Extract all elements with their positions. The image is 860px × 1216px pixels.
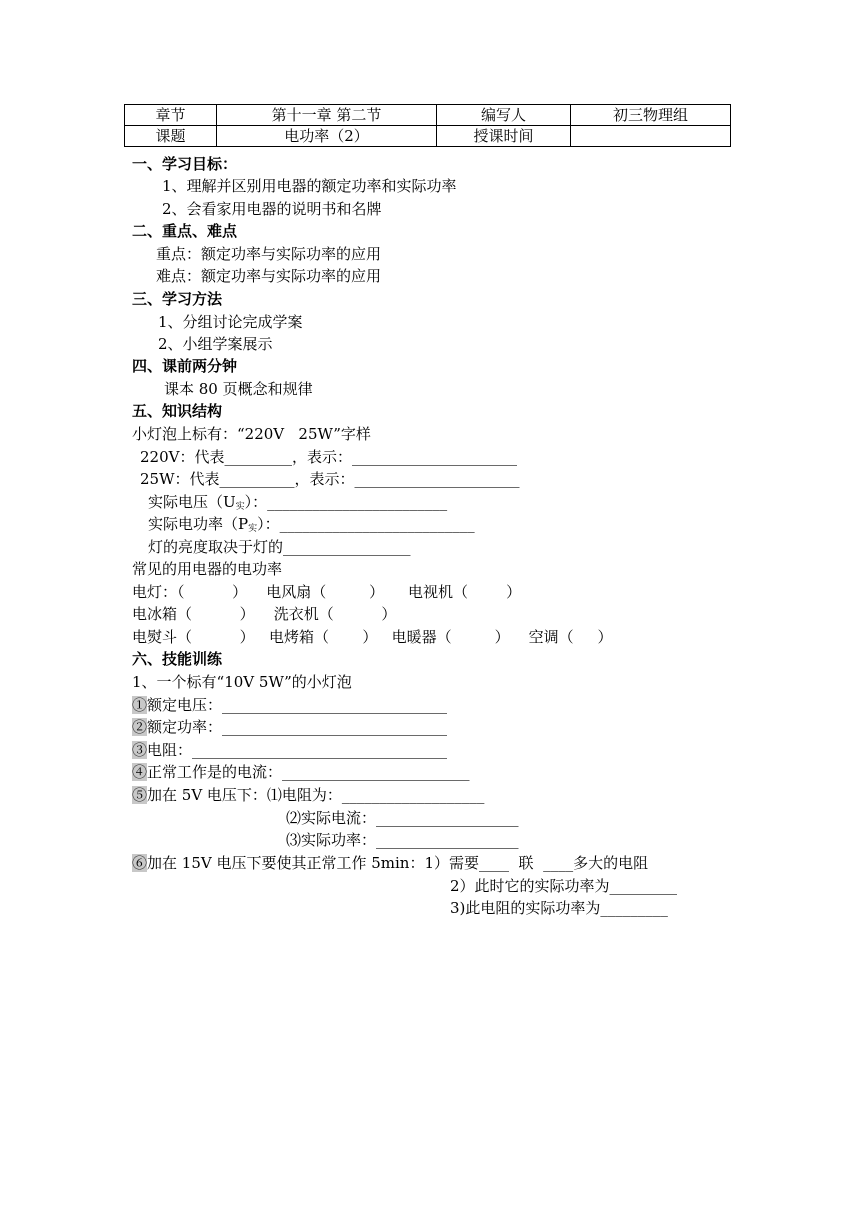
objective-item: 1、理解并区别用电器的额定功率和实际功率 (162, 177, 457, 195)
exercise-line (132, 852, 648, 874)
author-value: 初三物理组 (571, 105, 731, 126)
objective-item: 2、会看家用电器的说明书和名牌 (162, 200, 382, 218)
header-row (125, 126, 731, 147)
actual-power-label: 实际电功率（P (148, 515, 249, 533)
item-marker: ③ (132, 741, 148, 759)
chapter-value: 第十一章 第二节 (217, 105, 437, 126)
exercise-intro: 1、一个标有“10V 5W”的小灯泡 (132, 673, 352, 691)
chapter-label: 章节 (125, 105, 217, 126)
method-item: 2、小组学案展示 (158, 335, 273, 353)
item-marker: ⑤ (132, 786, 148, 804)
exercise-line (132, 739, 447, 761)
item-marker: ② (132, 718, 148, 736)
bulb-rating-text: 小灯泡上标有：“220V 25W”字样 (132, 425, 371, 443)
header-table (124, 104, 731, 147)
pre-class-item: 课本 80 页概念和规律 (164, 380, 313, 398)
actual-voltage-line (148, 491, 447, 513)
exercise-text: 额定电压：______________________________ (147, 696, 448, 714)
subscript: 实 (235, 502, 245, 512)
exercise-text: 加在 15V 电压下要使其正常工作 5min：1）需要____ 联 ____多大的电阻 (147, 854, 649, 872)
appliance-row: 电冰箱（ ） 洗衣机（ ） (132, 605, 397, 623)
actual-power-line (148, 513, 475, 535)
exercise-subline: ⑵实际电流：___________________ (286, 809, 519, 827)
exercise-subline: 3)此电阻的实际功率为_________ (450, 899, 668, 917)
appliance-row: 电熨斗（ ） 电烤箱（ ） 电暖器（ ） 空调（ ） (132, 628, 613, 646)
exercise-line (132, 761, 470, 783)
actual-voltage-label: 实际电压（U (148, 493, 236, 511)
author-label: 编写人 (437, 105, 571, 126)
difficult-point: 难点：额定功率与实际功率的应用 (156, 267, 382, 285)
exercise-line (132, 784, 484, 806)
topic-value: 电功率（2） (217, 126, 437, 147)
actual-voltage-blank: ）：________________________ (244, 493, 448, 511)
item-marker: ① (132, 696, 148, 714)
exercise-text: 加在 5V 电压下：⑴电阻为：___________________ (147, 786, 485, 804)
appliance-row: 电灯：（ ） 电风扇（ ） 电视机（ ） (132, 583, 522, 601)
class-time-value (571, 126, 731, 147)
section-heading: 三、学习方法 (132, 290, 223, 308)
subscript: 实 (248, 524, 258, 534)
section-heading: 五、知识结构 (132, 402, 223, 420)
exercise-line (132, 694, 447, 716)
exercise-text: 正常工作是的电流：_________________________ (147, 763, 470, 781)
exercise-text: 电阻：__________________________________ (147, 741, 448, 759)
power-meaning-line: 25W：代表__________，表示：______________________ (140, 470, 520, 488)
actual-power-blank: ）：__________________________ (257, 515, 475, 533)
section-heading: 四、课前两分钟 (132, 357, 238, 375)
section-heading: 一、学习目标： (132, 155, 238, 173)
brightness-line: 灯的亮度取决于灯的_________________ (148, 538, 411, 556)
voltage-meaning-line: 220V：代表_________，表示：______________________ (140, 448, 517, 466)
exercise-text: 额定功率：______________________________ (147, 718, 448, 736)
exercise-subline: 2）此时它的实际功率为_________ (450, 877, 678, 895)
item-marker: ④ (132, 763, 148, 781)
key-point: 重点：额定功率与实际功率的应用 (156, 245, 382, 263)
exercise-subline: ⑶实际功率：___________________ (286, 831, 519, 849)
class-time-label: 授课时间 (437, 126, 571, 147)
section-heading: 二、重点、难点 (132, 222, 238, 240)
exercise-line (132, 716, 447, 738)
method-item: 1、分组讨论完成学案 (158, 313, 303, 331)
header-row (125, 105, 731, 126)
topic-label: 课题 (125, 126, 217, 147)
item-marker: ⑥ (132, 854, 148, 872)
appliance-power-heading: 常见的用电器的电功率 (132, 560, 283, 578)
section-heading: 六、技能训练 (132, 650, 223, 668)
